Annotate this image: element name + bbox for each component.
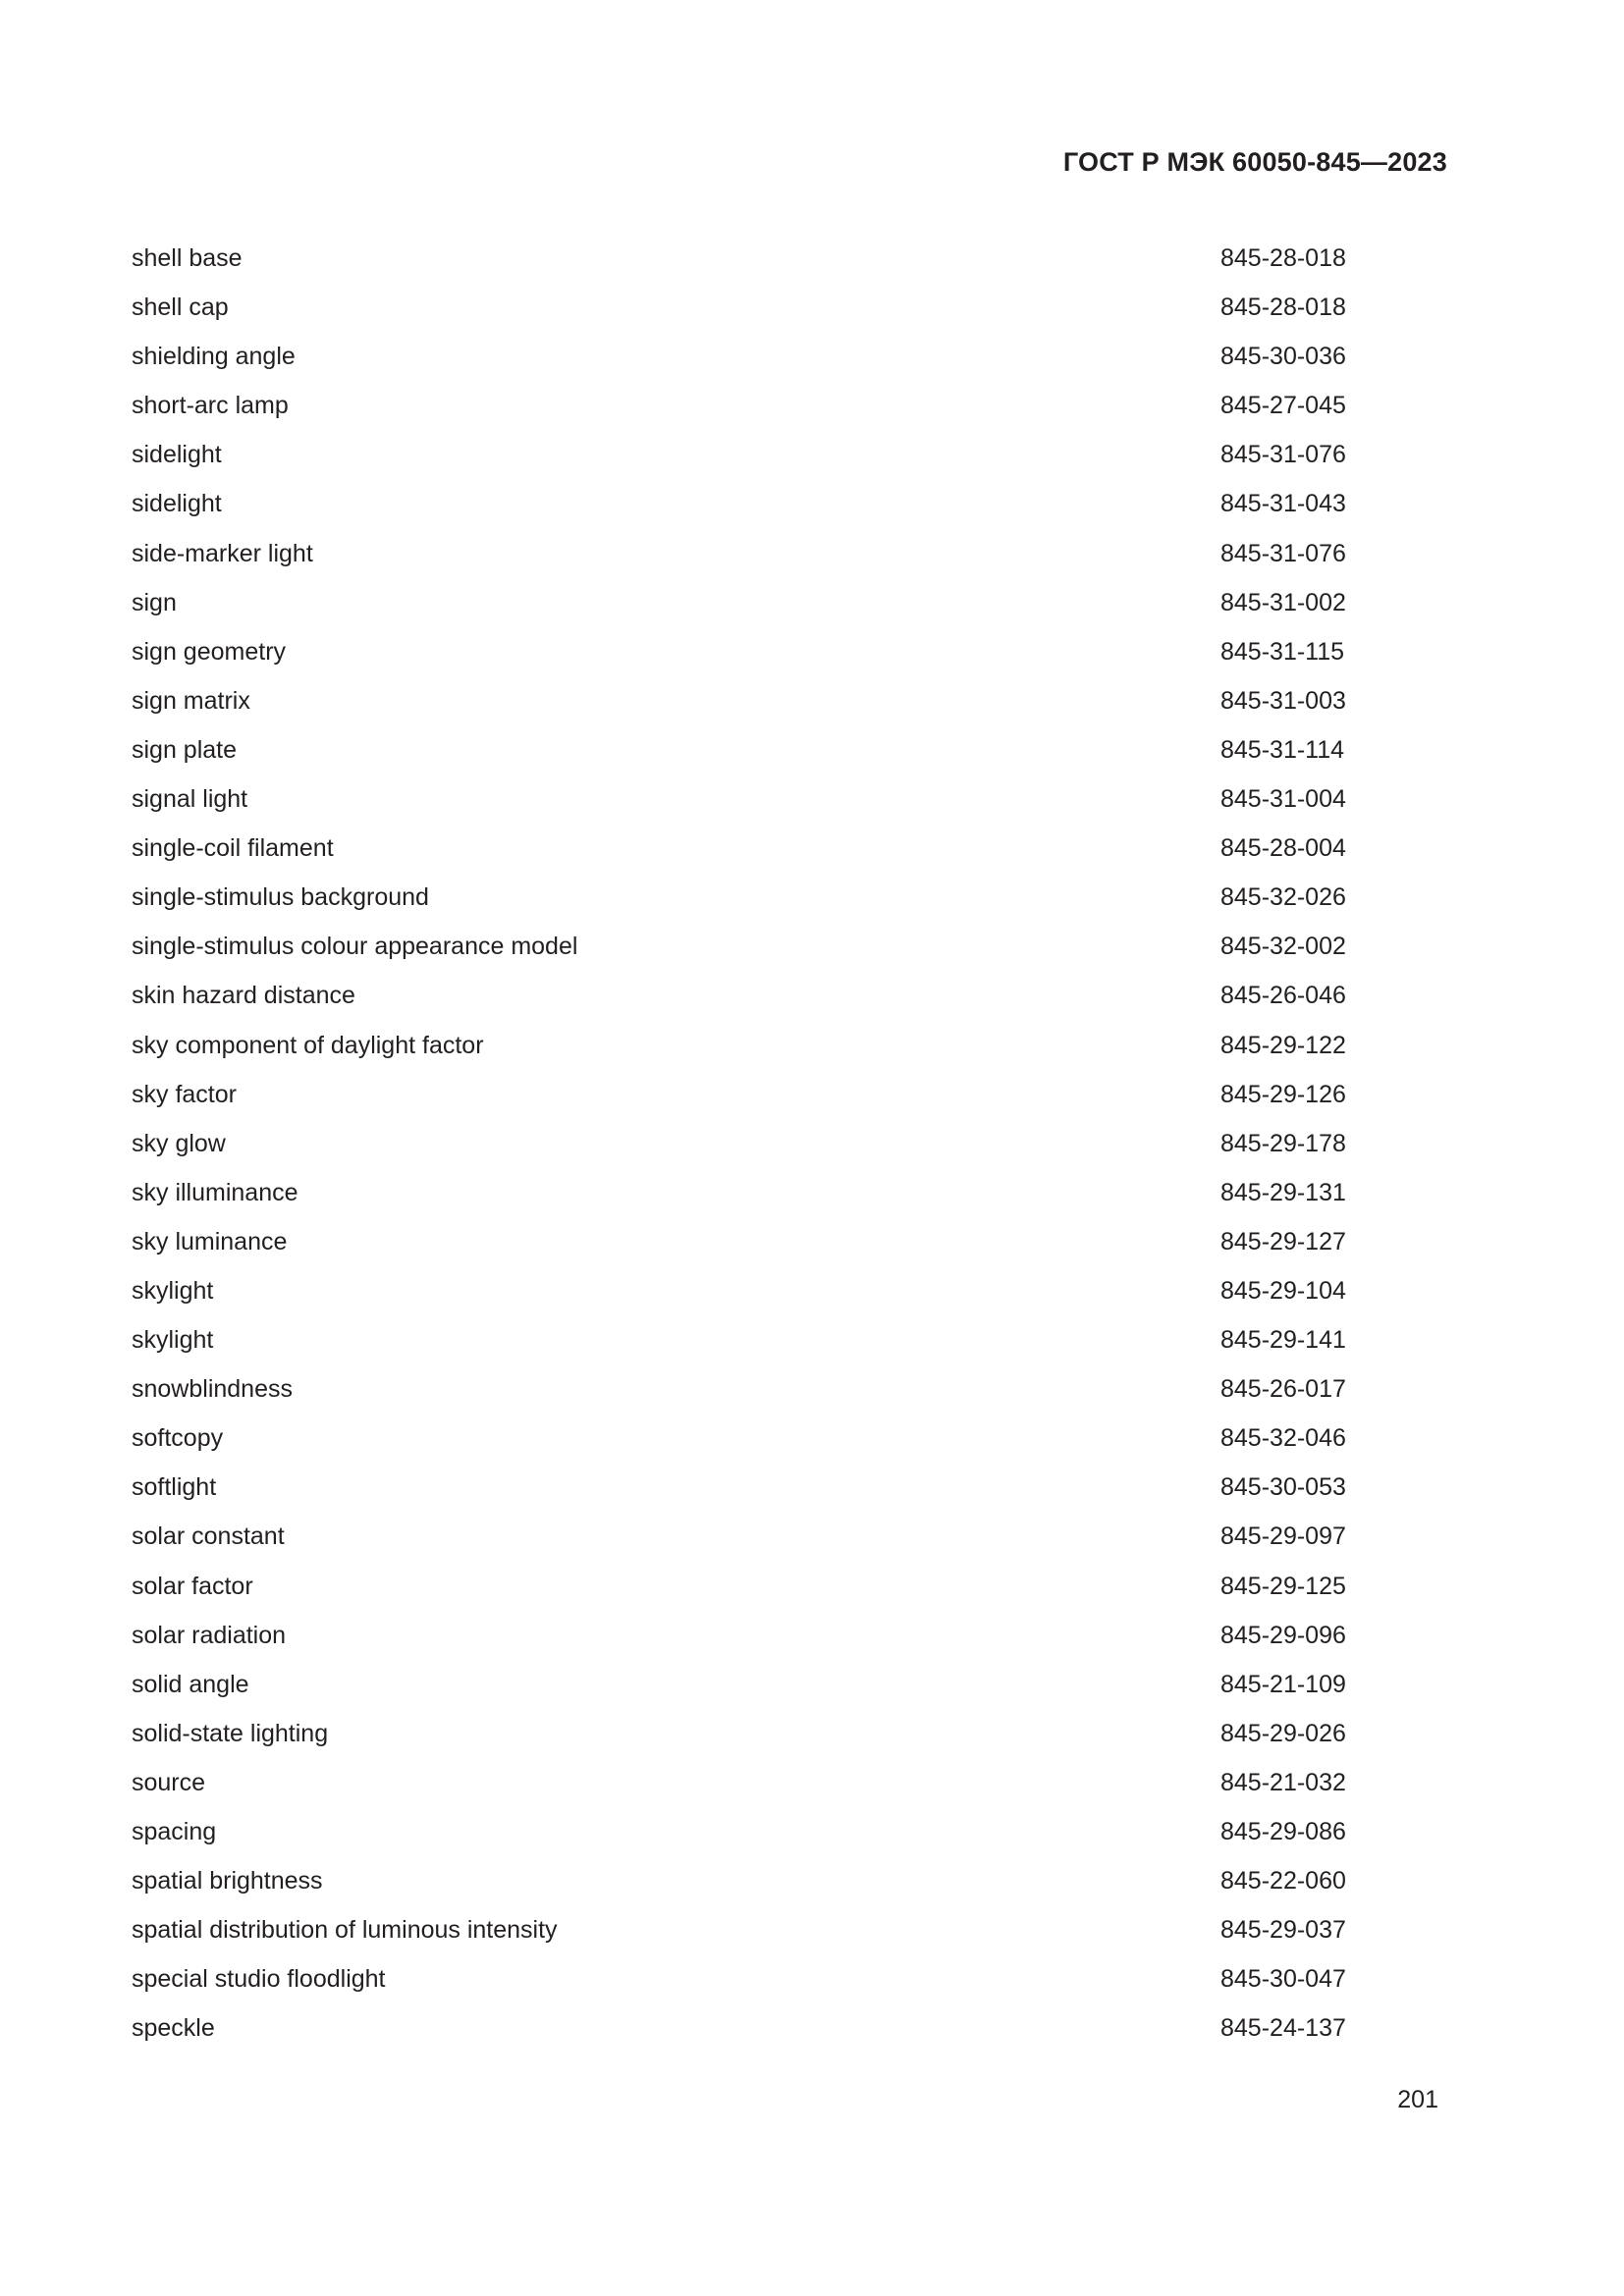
- index-term: solar constant: [132, 1522, 285, 1551]
- index-term: speckle: [132, 2014, 215, 2043]
- index-term: sign: [132, 588, 177, 616]
- index-entry: [132, 337, 1349, 386]
- index-term: solid angle: [132, 1670, 249, 1698]
- index-reference-number: 845-31-002: [1220, 588, 1346, 616]
- index-entry: [132, 484, 1349, 533]
- index-entry: [132, 1320, 1349, 1369]
- index-entry: [132, 1517, 1349, 1566]
- index-reference-number: 845-22-060: [1220, 1867, 1346, 1896]
- index-reference-number: 845-31-115: [1220, 637, 1345, 666]
- term-index-list: [132, 239, 1349, 2057]
- index-term: spacing: [132, 1818, 217, 1845]
- index-reference-number: 845-21-109: [1220, 1670, 1346, 1698]
- document-header: ГОСТ Р МЭК 60050-845—2023: [1062, 147, 1447, 177]
- index-entry: [132, 1075, 1349, 1124]
- index-entry: [132, 779, 1349, 828]
- index-reference-number: 845-30-053: [1220, 1473, 1346, 1502]
- index-term: sky glow: [132, 1129, 226, 1157]
- index-entry: [132, 632, 1349, 681]
- index-reference-number: 845-32-026: [1220, 883, 1346, 912]
- index-reference-number: 845-29-141: [1220, 1326, 1346, 1355]
- index-reference-number: 845-32-002: [1220, 933, 1346, 961]
- index-term: softlight: [132, 1473, 217, 1502]
- index-entry: [132, 1418, 1349, 1468]
- index-entry: [132, 1124, 1349, 1173]
- index-entry: [132, 386, 1349, 435]
- index-reference-number: 845-29-097: [1220, 1522, 1346, 1551]
- index-entry: [132, 1369, 1349, 1418]
- index-reference-number: 845-31-003: [1220, 686, 1346, 715]
- index-entry: [132, 1959, 1349, 2008]
- index-term: sign matrix: [132, 686, 250, 715]
- index-term: skin hazard distance: [132, 982, 355, 1010]
- index-term: shell base: [132, 244, 243, 272]
- index-reference-number: 845-31-114: [1220, 735, 1345, 764]
- index-term: single-stimulus background: [132, 883, 429, 912]
- index-reference-number: 845-32-046: [1220, 1424, 1346, 1453]
- index-entry: [132, 681, 1349, 730]
- index-entry: [132, 239, 1349, 288]
- index-term: shell cap: [132, 294, 229, 322]
- index-entry: [132, 1468, 1349, 1517]
- index-entry: [132, 1567, 1349, 1616]
- index-entry: [132, 1910, 1349, 1959]
- index-entry: [132, 730, 1349, 779]
- index-term: solar factor: [132, 1572, 253, 1600]
- index-term: sky component of daylight factor: [132, 1031, 484, 1059]
- index-term: skylight: [132, 1276, 214, 1305]
- index-reference-number: 845-28-018: [1220, 294, 1346, 322]
- index-term: sky illuminance: [132, 1178, 298, 1206]
- index-reference-number: 845-29-126: [1220, 1080, 1346, 1108]
- index-reference-number: 845-29-037: [1220, 1916, 1346, 1945]
- index-reference-number: 845-30-036: [1220, 343, 1346, 371]
- index-term: sky factor: [132, 1080, 237, 1108]
- index-term: snowblindness: [132, 1375, 293, 1404]
- index-entry: [132, 534, 1349, 583]
- index-reference-number: 845-31-076: [1220, 441, 1346, 469]
- index-term: softcopy: [132, 1424, 224, 1453]
- index-term: skylight: [132, 1326, 214, 1355]
- index-term: single-coil filament: [132, 834, 334, 863]
- index-term: spatial distribution of luminous intensity: [132, 1916, 558, 1945]
- index-term: sidelight: [132, 490, 222, 518]
- index-entry: [132, 583, 1349, 632]
- index-term: sky luminance: [132, 1227, 288, 1255]
- index-entry: [132, 1714, 1349, 1763]
- index-entry: [132, 288, 1349, 337]
- index-term: shielding angle: [132, 343, 296, 371]
- index-term: signal light: [132, 785, 248, 814]
- index-entry: [132, 2008, 1349, 2057]
- index-term: special studio floodlight: [132, 1965, 386, 1994]
- index-entry: [132, 1861, 1349, 1910]
- index-term: source: [132, 1768, 206, 1796]
- index-term: sign geometry: [132, 637, 287, 666]
- index-reference-number: 845-31-004: [1220, 785, 1346, 814]
- index-reference-number: 845-30-047: [1220, 1965, 1346, 1994]
- index-reference-number: 845-26-046: [1220, 982, 1346, 1010]
- index-reference-number: 845-29-086: [1220, 1818, 1346, 1845]
- index-entry: [132, 1763, 1349, 1812]
- index-reference-number: 845-29-178: [1220, 1129, 1346, 1157]
- index-reference-number: 845-27-045: [1220, 392, 1346, 420]
- index-reference-number: 845-29-127: [1220, 1227, 1346, 1255]
- index-entry: [132, 1222, 1349, 1271]
- index-entry: [132, 1616, 1349, 1665]
- index-reference-number: 845-29-125: [1220, 1572, 1346, 1600]
- index-entry: [132, 1173, 1349, 1222]
- index-reference-number: 845-29-122: [1220, 1031, 1346, 1059]
- index-entry: [132, 1665, 1349, 1714]
- index-reference-number: 845-29-096: [1220, 1621, 1346, 1649]
- index-entry: [132, 435, 1349, 484]
- index-term: sign plate: [132, 735, 238, 764]
- index-entry: [132, 878, 1349, 927]
- index-reference-number: 845-29-026: [1220, 1719, 1346, 1747]
- index-reference-number: 845-29-131: [1220, 1178, 1346, 1206]
- index-term: solid-state lighting: [132, 1719, 329, 1747]
- page-number: 201: [1397, 2086, 1438, 2113]
- index-entry: [132, 1026, 1349, 1075]
- index-term: short-arc lamp: [132, 392, 289, 420]
- index-entry: [132, 828, 1349, 878]
- index-term: solar radiation: [132, 1621, 287, 1649]
- index-entry: [132, 1271, 1349, 1320]
- index-entry: [132, 1812, 1349, 1861]
- index-reference-number: 845-28-004: [1220, 834, 1346, 863]
- index-term: sidelight: [132, 441, 222, 469]
- index-entry: [132, 927, 1349, 976]
- index-reference-number: 845-29-104: [1220, 1276, 1346, 1305]
- index-reference-number: 845-31-076: [1220, 539, 1346, 567]
- index-term: spatial brightness: [132, 1867, 323, 1896]
- index-term: single-stimulus colour appearance model: [132, 933, 578, 961]
- index-term: side-marker light: [132, 539, 313, 567]
- index-reference-number: 845-28-018: [1220, 244, 1346, 272]
- index-reference-number: 845-31-043: [1220, 490, 1346, 518]
- index-reference-number: 845-24-137: [1220, 2014, 1346, 2043]
- index-reference-number: 845-26-017: [1220, 1375, 1346, 1404]
- index-reference-number: 845-21-032: [1220, 1768, 1346, 1796]
- index-entry: [132, 976, 1349, 1025]
